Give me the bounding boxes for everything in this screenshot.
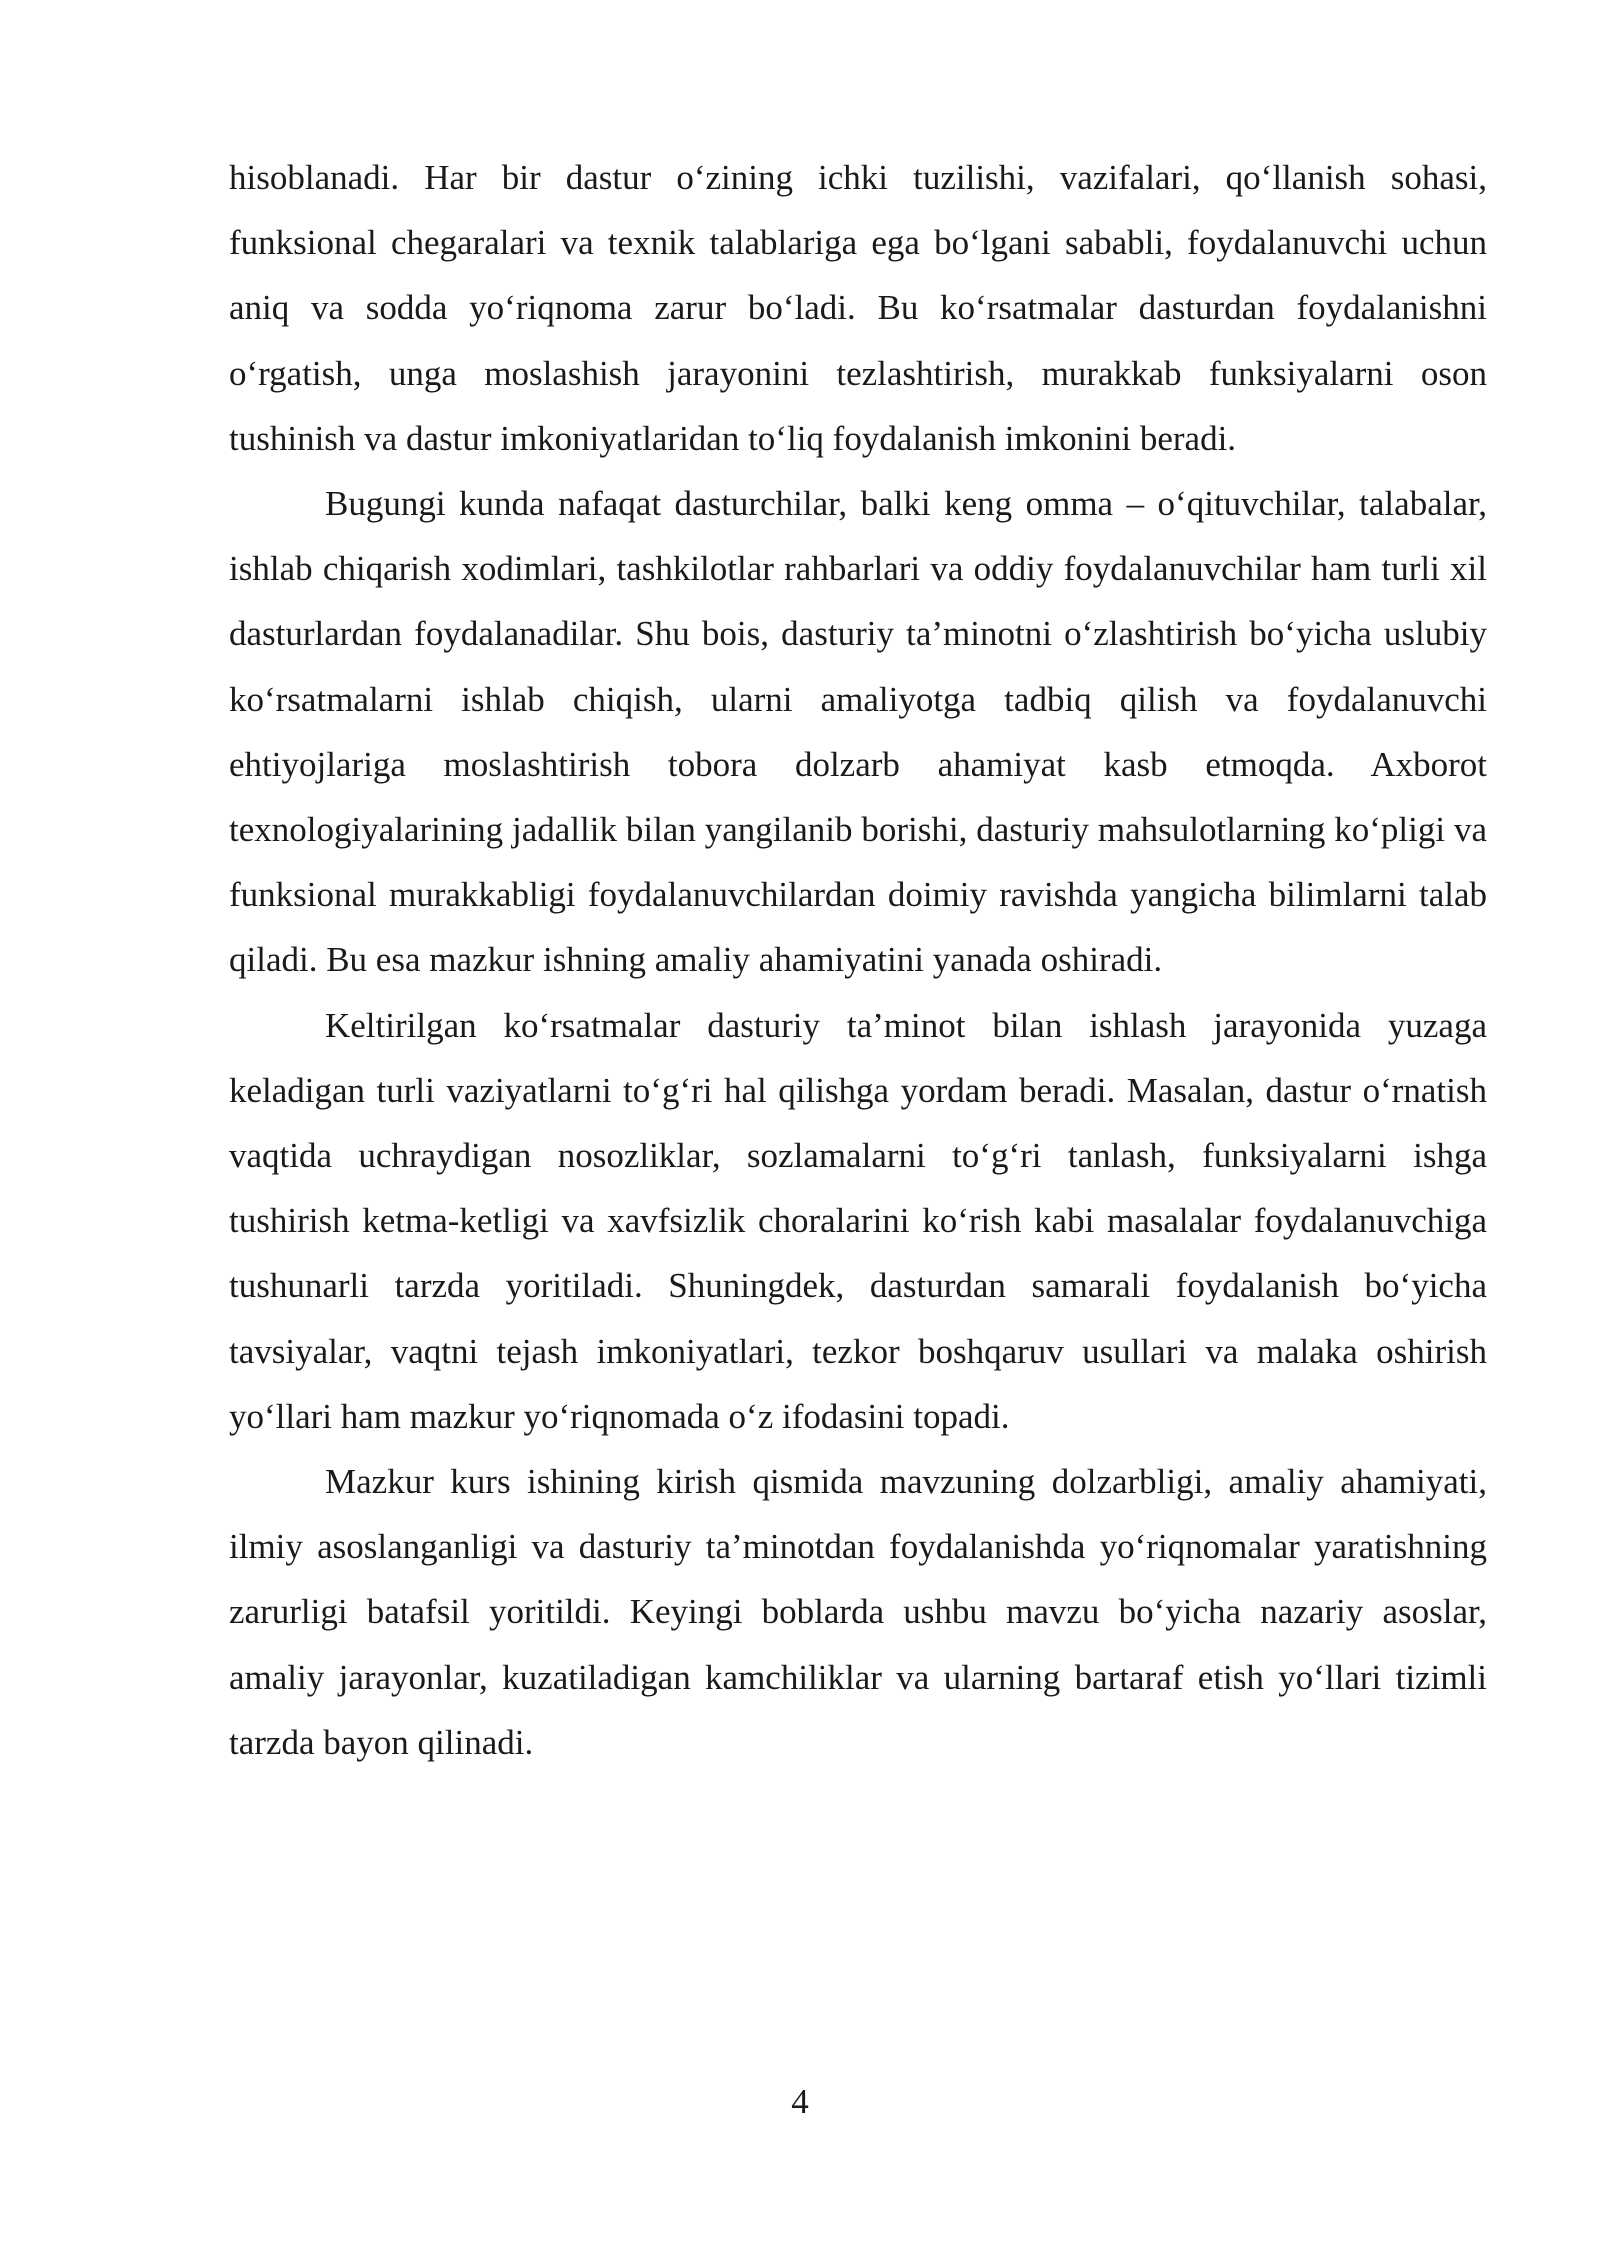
paragraph: Mazkur kurs ishining kirish qismida mavzuning dolzarbligi, amaliy ahamiyati, ilmiy asoslanganligi va dasturiy ta’minotdan foydalanishda yo‘riqnomalar yaratishning zarurligi batafsil yoritildi. Keyingi boblarda ushbu mavzu bo‘yicha nazariy asoslar, amaliy jarayonlar, kuzatiladigan kamchiliklar va ularning bartaraf etish yo‘llari tizimli tarzda bayon qilinadi. <box>229 1462 1487 1762</box>
body-text <box>229 145 1487 1775</box>
paragraph: Keltirilgan ko‘rsatmalar dasturiy ta’minot bilan ishlash jarayonida yuzaga keladigan turli vaziyatlarni to‘g‘ri hal qilishga yordam beradi. Masalan, dastur o‘rnatish vaqtida uchraydigan nosozliklar, sozlamalarni to‘g‘ri tanlash, funksiyalarni ishga tushirish ketma-ketligi va xavfsizlik choralarini ko‘rish kabi masalalar foydalanuvchiga tushunarli tarzda yoritiladi. Shuningdek, dasturdan samarali foydalanish bo‘yicha tavsiyalar, vaqtni tejash imkoniyatlari, tezkor boshqaruv usullari va malaka oshirish yo‘llari ham mazkur yo‘riqnomada o‘z ifodasini topadi. <box>229 1005 1487 1436</box>
page-number: 4 <box>791 2082 809 2121</box>
paragraph-continued: hisoblanadi. Har bir dastur o‘zining ichki tuzilishi, vazifalari, qo‘llanish sohasi, funksional chegaralari va texnik talablariga ega bo‘lgani sababli, foydalanuvchi uchun aniq va sodda yo‘riqnoma zarur bo‘ladi. Bu ko‘rsatmalar dasturdan foydalanishni o‘rgatish, unga moslashish jarayonini tezlashtirish, murakkab funksiyalarni oson tushinish va dastur imkoniyatlaridan to‘liq foydalanish imkonini beradi. <box>229 158 1487 458</box>
paragraph: Bugungi kunda nafaqat dasturchilar, balki keng omma – o‘qituvchilar, talabalar, ishlab chiqarish xodimlari, tashkilotlar rahbarlari va oddiy foydalanuvchilar ham turli xil dasturlardan foydalanadilar. Shu bois, dasturiy ta’minotni o‘zlashtirish bo‘yicha uslubiy ko‘rsatmalarni ishlab chiqish, ularni amaliyotga tadbiq qilish va foydalanuvchi ehtiyojlariga moslashtirish tobora dolzarb ahamiyat kasb etmoqda. Axborot texnologiyalarining jadallik bilan yangilanib borishi, dasturiy mahsulotlarning ko‘pligi va funksional murakkabligi foydalanuvchilardan doimiy ravishda yangicha bilimlarni talab qiladi. Bu esa mazkur ishning amaliy ahamiyatini yanada oshiradi. <box>229 484 1487 980</box>
